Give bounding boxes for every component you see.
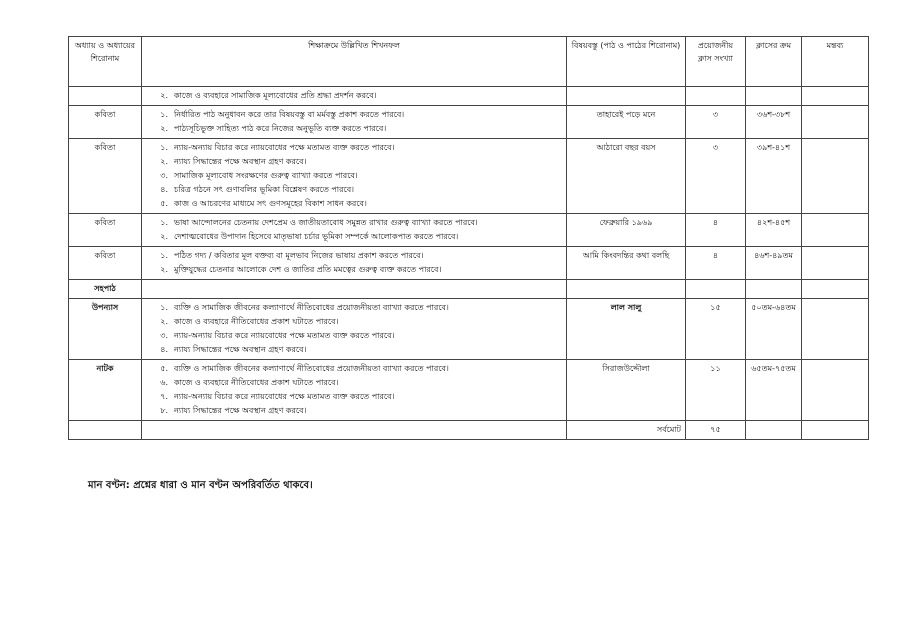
remarks-cell	[802, 214, 869, 247]
chapter-cell: নাটক	[69, 360, 142, 421]
header-chapter: অধ্যায় ও অধ্যায়ের শিরোনাম	[69, 37, 142, 87]
outcome-list	[146, 249, 562, 277]
chapter-cell: উপন্যাস	[69, 299, 142, 360]
content-cell: ফেব্রুয়ারি ১৯৬৯	[567, 214, 686, 247]
outcome-number: ১.	[160, 251, 168, 260]
list-item	[146, 216, 562, 230]
order-cell: ৪৬শ-৪৯তম	[746, 247, 802, 280]
header-classes: প্রয়োজনীয় ক্লাস সংখ্যা	[686, 37, 746, 87]
outcome-text: কাজে ও ব্যবহারে নীতিবোধের প্রকাশ ঘটাতে পারবে।	[174, 317, 339, 326]
header-outcomes: শিক্ষাক্রমে উল্লিখিত শিখনফল	[142, 37, 567, 87]
outcome-text: ন্যায়-অন্যায় বিচার করে ন্যায়বোধের পক্ষে মতামত ব্যক্ত করতে পারবে।	[174, 392, 395, 401]
list-item	[146, 197, 562, 211]
classes-cell: ১৫	[686, 299, 746, 360]
outcome-number: ১.	[160, 218, 168, 227]
outcome-number: ২.	[160, 157, 168, 166]
list-item	[146, 404, 562, 418]
chapter-cell	[69, 87, 142, 106]
outcome-number: ৫.	[160, 199, 168, 208]
outcome-text: ন্যায্য সিদ্ধান্তের পক্ষে অবস্থান গ্রহণ করবে।	[174, 345, 307, 354]
list-item	[146, 249, 562, 263]
outcome-list	[146, 89, 562, 103]
remarks-cell	[802, 360, 869, 421]
outcome-text: ব্যক্তি ও সামাজিক জীবনের কল্যাণার্থে নীতিবোধের প্রয়োজনীয়তা ব্যাখ্যা করতে পারবে।	[174, 364, 449, 373]
outcome-text: নির্ধারিত পাঠ অনুধাবন করে তার বিষয়বস্তু বা মর্মবস্তু প্রকাশ করতে পারবে।	[174, 110, 405, 119]
outcome-number: ৮.	[160, 406, 168, 415]
table-row	[69, 299, 869, 360]
outcome-list	[146, 301, 562, 357]
table-row	[69, 214, 869, 247]
table-header-row	[69, 37, 869, 87]
table-row	[69, 106, 869, 139]
order-cell: ৫০তম-৬৪তম	[746, 299, 802, 360]
content-cell: আমি কিংবদন্তির কথা বলছি	[567, 247, 686, 280]
outcome-list	[146, 362, 562, 418]
list-item	[146, 343, 562, 357]
outcome-list	[146, 141, 562, 211]
header-remarks: মন্তব্য	[802, 37, 869, 87]
outcomes-cell	[142, 87, 567, 106]
outcome-text: ভাষা আন্দোলনের চেতনায় দেশপ্রেম ও জাতীয়তাবোধ সমুন্নত রাখার গুরুত্ব ব্যাখ্যা করতে পারবে।	[174, 218, 478, 227]
list-item	[146, 362, 562, 376]
outcome-text: পাঠ্যসূচিভুক্ত সাহিত্য পাঠ করে নিজের অনুভূতি ব্যক্ত করতে পারবে।	[174, 124, 387, 133]
content-cell: তাহারেই পড়ে মনে	[567, 106, 686, 139]
classes-cell	[686, 87, 746, 106]
outcome-text: চরিত্র গঠনে সৎ গুণাবলির ভূমিকা বিশ্লেষণ করতে পারবে।	[174, 185, 355, 194]
outcome-text: ন্যায্য সিদ্ধান্তের পক্ষে অবস্থান গ্রহণ করবে।	[174, 157, 307, 166]
header-order: ক্লাসের ক্রম	[746, 37, 802, 87]
order-cell: ৪২শ-৪৫শ	[746, 214, 802, 247]
chapter-cell: কবিতা	[69, 106, 142, 139]
outcome-text: পঠিত গদ্য / কবিতার মূল বক্তব্য বা মূলভাব নিজের ভাষায় প্রকাশ করতে পারবে।	[174, 251, 424, 260]
outcome-number: ৩.	[160, 171, 168, 180]
outcome-number: ২.	[160, 124, 168, 133]
table-row	[69, 139, 869, 214]
outcome-number: ৪.	[160, 185, 168, 194]
order-cell: ৩৯শ-৪১শ	[746, 139, 802, 214]
list-item	[146, 390, 562, 404]
remarks-cell	[802, 87, 869, 106]
outcome-text: সামাজিক মূল্যবোধ সংরক্ষণের গুরুত্ব ব্যাখ্যা করতে পারবে।	[174, 171, 358, 180]
outcome-number: ১.	[160, 110, 168, 119]
outcome-text: ন্যায়-অন্যায় বিচার করে ন্যায়বোধের পক্ষে মতামত ব্যক্ত করতে পারবে।	[174, 331, 395, 340]
outcome-list	[146, 108, 562, 136]
header-content: বিষয়বস্তু (পাঠ ও পাঠের শিরোনাম)	[567, 37, 686, 87]
classes-cell: ৪	[686, 247, 746, 280]
list-item	[146, 183, 562, 197]
list-item	[146, 329, 562, 343]
list-item	[146, 108, 562, 122]
list-item	[146, 155, 562, 169]
remarks-cell	[802, 106, 869, 139]
outcome-number: ১.	[160, 143, 168, 152]
outcome-number: ৭.	[160, 392, 168, 401]
outcomes-cell	[142, 360, 567, 421]
outcomes-cell	[142, 299, 567, 360]
outcome-text: কাজে ও ব্যবহারে নীতিবোধের প্রকাশ ঘটাতে পারবে।	[174, 378, 339, 387]
outcomes-cell	[142, 214, 567, 247]
chapter-cell: কবিতা	[69, 247, 142, 280]
section-label: সহপাঠ	[69, 280, 142, 299]
total-value: ৭৫	[686, 421, 746, 440]
list-item	[146, 376, 562, 390]
outcomes-cell	[142, 106, 567, 139]
remarks-cell	[802, 299, 869, 360]
total-label: সর্বমোট	[567, 421, 686, 440]
outcome-text: কাজে ও ব্যবহারে সামাজিক মূল্যবোধের প্রতি শ্রদ্ধা প্রদর্শন করবে।	[174, 91, 377, 100]
content-cell: লাল সালু	[567, 299, 686, 360]
outcome-text: মুক্তিযুদ্ধের চেতনার আলোকে দেশ ও জাতির প্রতি মমত্বের গুরুত্ব ব্যক্ত করতে পারবে।	[174, 265, 442, 274]
table-row	[69, 87, 869, 106]
content-cell: আঠারো বছর বয়স	[567, 139, 686, 214]
outcome-number: ৪.	[160, 345, 168, 354]
list-item	[146, 301, 562, 315]
syllabus-document	[68, 36, 868, 440]
chapter-cell: কবিতা	[69, 139, 142, 214]
total-row	[69, 421, 869, 440]
classes-cell: ৩	[686, 139, 746, 214]
list-item	[146, 141, 562, 155]
remarks-cell	[802, 247, 869, 280]
outcome-number: ২.	[160, 265, 168, 274]
order-cell	[746, 87, 802, 106]
outcome-text: ব্যক্তি ও সামাজিক জীবনের কল্যাণার্থে নীতিবোধের প্রয়োজনীয়তা ব্যাখ্যা করতে পারবে।	[174, 303, 449, 312]
list-item	[146, 230, 562, 244]
content-cell: সিরাজউদ্দৌলা	[567, 360, 686, 421]
outcome-number: ২.	[160, 91, 168, 100]
remarks-cell	[802, 139, 869, 214]
syllabus-table	[68, 36, 869, 440]
table-row	[69, 247, 869, 280]
content-cell	[567, 87, 686, 106]
classes-cell: ১১	[686, 360, 746, 421]
outcome-number: ২.	[160, 232, 168, 241]
section-row	[69, 280, 869, 299]
outcome-text: ন্যায়-অন্যায় বিচার করে ন্যায়বোধের পক্ষে মতামত ব্যক্ত করতে পারবে।	[174, 143, 395, 152]
list-item	[146, 169, 562, 183]
list-item	[146, 315, 562, 329]
outcome-text: কাজ ও আচরণের মাধ্যমে সৎ গুণসমূহের বিকাশ সাধন করবে।	[174, 199, 367, 208]
outcome-number: ১.	[160, 303, 168, 312]
order-cell: ৩৬শ-৩৮শ	[746, 106, 802, 139]
list-item	[146, 122, 562, 136]
outcome-number: ২.	[160, 317, 168, 326]
list-item	[146, 89, 562, 103]
chapter-cell: কবিতা	[69, 214, 142, 247]
table-row	[69, 360, 869, 421]
outcome-list	[146, 216, 562, 244]
list-item	[146, 263, 562, 277]
outcome-text: ন্যায্য সিদ্ধান্তের পক্ষে অবস্থান গ্রহণ করবে।	[174, 406, 307, 415]
outcome-number: ৫.	[160, 364, 168, 373]
outcome-number: ৬.	[160, 378, 168, 387]
classes-cell: ৪	[686, 214, 746, 247]
footnote: মান বণ্টন: প্রশ্নের ধারা ও মান বণ্টন অপরিবর্তিত থাকবে।	[88, 480, 313, 491]
classes-cell: ৩	[686, 106, 746, 139]
outcomes-cell	[142, 139, 567, 214]
outcome-number: ৩.	[160, 331, 168, 340]
order-cell: ৬৫তম-৭৫তম	[746, 360, 802, 421]
outcomes-cell	[142, 247, 567, 280]
outcome-text: দেশাত্মবোধের উপাদান হিসেবে মাতৃভাষা চর্চার ভূমিকা সম্পর্কে আলোকপাত করতে পারবে।	[174, 232, 459, 241]
